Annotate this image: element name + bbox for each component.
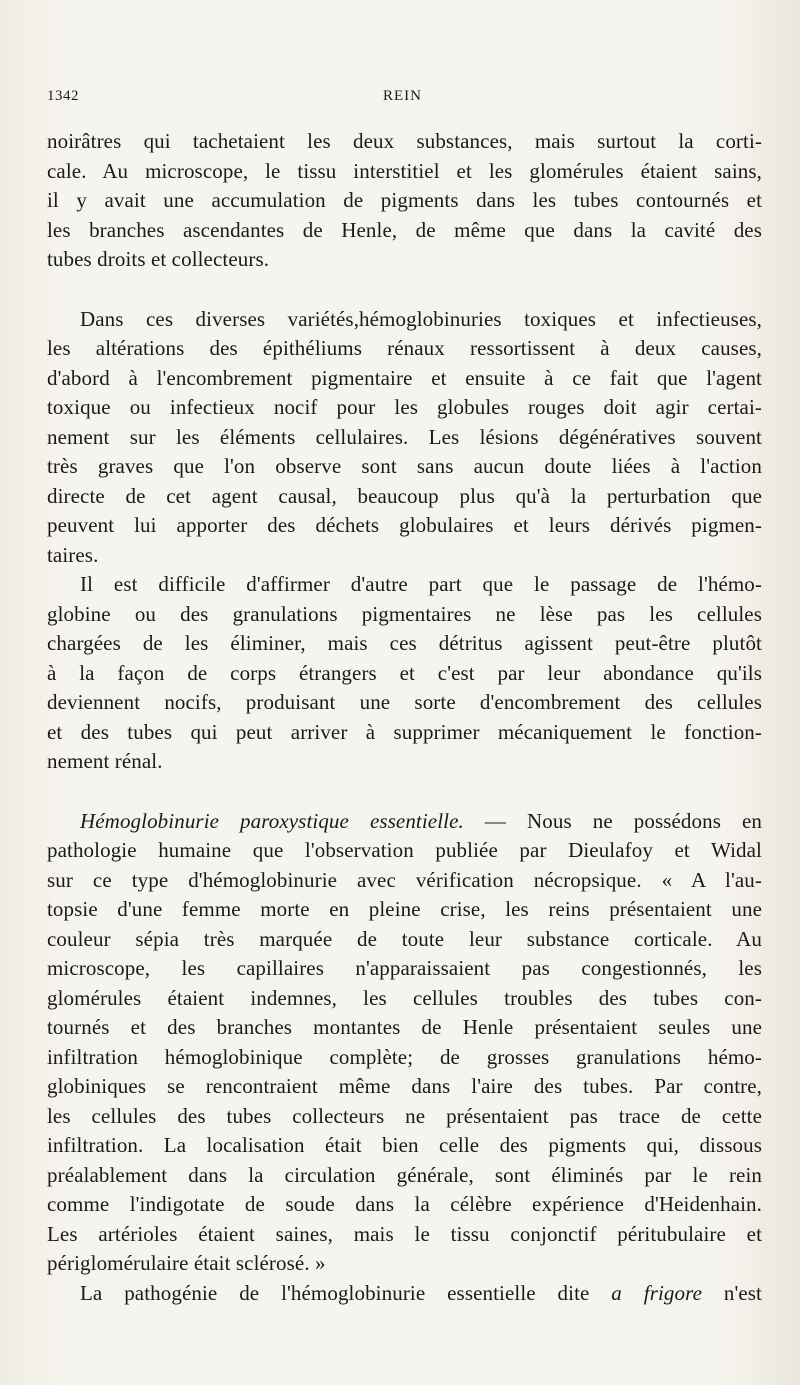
text-line: tubes droits et collecteurs. [47,247,270,271]
paragraph [47,127,762,275]
text-line: Les artérioles étaient saines, mais le tissu conjonctif péritubulaire et [47,1221,762,1246]
text-line: chargées de les éliminer, mais ces détritus agissent peut-être plutôt [47,631,762,655]
text-line: périglomérulaire était sclérosé. » [47,1251,326,1275]
running-title: REIN [383,88,422,104]
text-line: toxique ou infectieux nocif pour les globules rouges doit agir certai- [47,395,762,419]
paragraph [47,1279,762,1309]
text-line: infiltration hémoglobinique complète; de grosses granulations hémo- [47,1044,762,1069]
text-line: Dans ces diverses variétés,hémoglobinuries toxiques et infectieuses, [80,306,762,331]
text-line: glomérules étaient indemnes, les cellules troubles des tubes con- [47,985,762,1010]
text-line: il y avait une accumulation de pigments dans les tubes contournés et [47,188,762,212]
text-line: préalablement dans la circulation générale, sont éliminés par le rein [47,1162,762,1187]
text-line: microscope, les capillaires n'apparaissaient pas congestionnés, les [47,956,762,980]
text-line: cale. Au microscope, le tissu interstitiel et les glomérules étaient sains, [47,158,762,183]
text-line [47,1279,762,1309]
text-line: directe de cet agent causal, beaucoup plus qu'à la perturbation que [47,483,762,508]
heading-continuation: — Nous ne possédons en [463,808,763,833]
text-line: nement sur les éléments cellulaires. Les lésions dégénératives souvent [47,424,762,449]
text-line: pathologie humaine que l'observation publiée par Dieulafoy et Widal [47,838,762,862]
text-run: n'est [702,1280,762,1305]
text-line: globine ou des granulations pigmentaires ne lèse pas les cellules [47,601,762,626]
text-line: noirâtres qui tachetaient les deux substances, mais surtout la corti- [47,129,762,153]
text-line: les branches ascendantes de Henle, de même que dans la cavité des [47,217,762,242]
text-run: La pathogénie de l'hémoglobinurie essentielle dite [80,1280,612,1305]
text-line: comme l'indigotate de soude dans la célèbre expérience d'Heidenhain. [47,1192,762,1216]
text-line: d'abord à l'encombrement pigmentaire et ensuite à ce fait que l'agent [47,365,762,390]
text-line: couleur sépia très marquée de toute leur substance corticale. Au [47,926,762,951]
running-head [47,88,762,112]
paragraph-gap [47,275,762,305]
text-line: Il est difficile d'affirmer d'autre part que le passage de l'hémo- [80,572,762,596]
text-line: très graves que l'on observe sont sans aucun doute liées à l'action [47,454,762,478]
text-line: à la façon de corps étrangers et c'est par leur abondance qu'ils [47,660,762,685]
text-line: les cellules des tubes collecteurs ne présentaient pas trace de cette [47,1103,762,1128]
text-line: nement rénal. [47,749,163,773]
section-heading: Hémoglobinurie paroxystique essentielle. [80,808,464,833]
text-line: infiltration. La localisation était bien celle des pigments qui, dissous [47,1133,762,1157]
text-line: taires. [47,542,99,567]
text-line: globiniques se rencontraient même dans l'aire des tubes. Par contre, [47,1074,762,1098]
text-line [47,807,762,837]
page-number: 1342 [47,88,79,104]
text-line: et des tubes qui peut arriver à supprimer mécaniquement le fonction- [47,719,762,744]
text-line: deviennent nocifs, produisant une sorte d'encombrement des cellules [47,690,762,714]
text-line: sur ce type d'hémoglobinurie avec vérification nécropsique. « A l'au- [47,867,762,892]
text-line: tournés et des branches montantes de Henle présentaient seules une [47,1015,762,1039]
page-body [47,127,762,1308]
paragraph-gap [47,777,762,807]
paragraph [47,570,762,777]
paragraph [47,305,762,571]
italic-phrase: a frigore [611,1280,703,1305]
paragraph [47,807,762,1279]
text-line: topsie d'une femme morte en pleine crise, les reins présentaient une [47,897,762,921]
text-line: les altérations des épithéliums rénaux ressortissent à deux causes, [47,336,762,360]
text-line: peuvent lui apporter des déchets globulaires et leurs dérivés pigmen- [47,513,762,537]
